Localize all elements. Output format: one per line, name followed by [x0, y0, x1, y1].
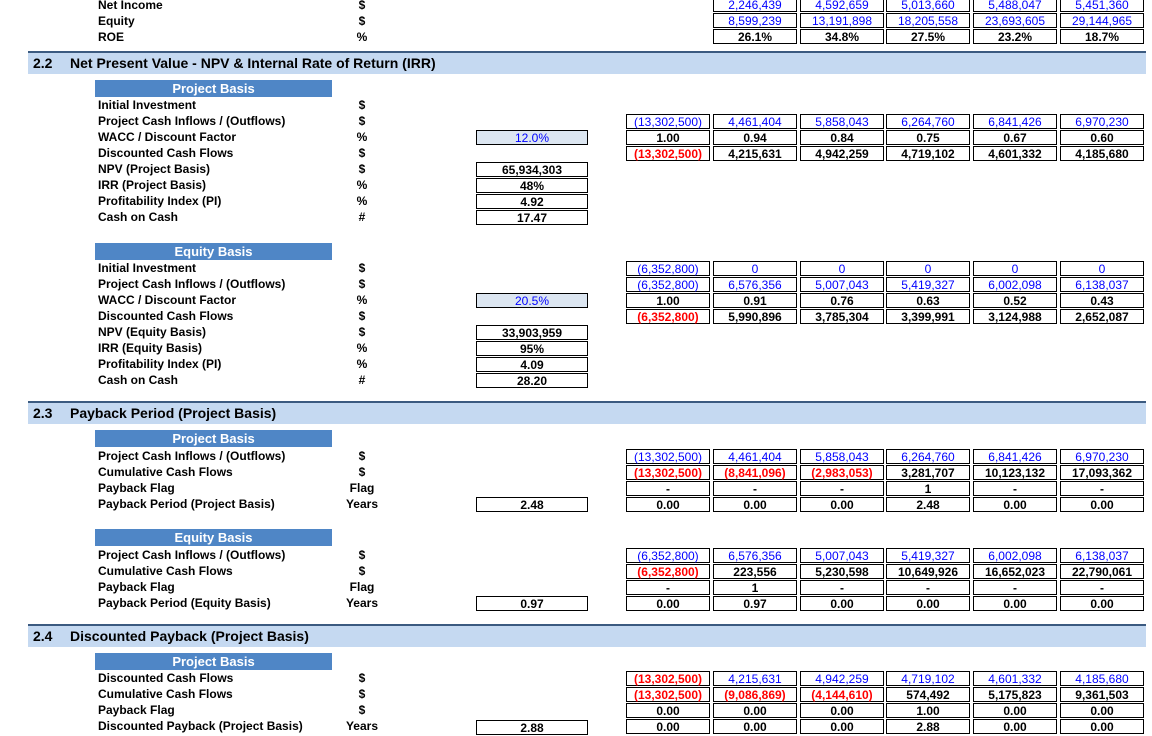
flag-cell[interactable]: 1.00: [886, 703, 970, 718]
discounted-cell[interactable]: 4,215,631: [713, 671, 797, 686]
row-unit: $: [358, 671, 366, 685]
row-label: Project Cash Inflows / (Outflows): [98, 114, 286, 128]
flag-cell[interactable]: -: [886, 580, 970, 595]
period-cell[interactable]: 0.00: [973, 596, 1057, 611]
summary-value[interactable]: 65,934,303: [476, 162, 588, 177]
factors-cell[interactable]: 0.75: [886, 130, 970, 145]
cumulative-cell[interactable]: 16,652,023: [973, 564, 1057, 579]
discounted-cell[interactable]: 3,785,304: [800, 309, 884, 324]
inflows-cell[interactable]: (13,302,500): [626, 449, 710, 464]
inflows-cell[interactable]: 6,841,426: [973, 449, 1057, 464]
row-unit: $: [358, 98, 366, 112]
discounted-cell[interactable]: (13,302,500): [626, 671, 710, 686]
inflows-cell[interactable]: 5,007,043: [800, 548, 884, 563]
cumulative-cell[interactable]: 3,281,707: [886, 465, 970, 480]
period-cell[interactable]: 0.97: [713, 596, 797, 611]
factors-cell[interactable]: 1.00: [626, 293, 710, 308]
net-income-cell[interactable]: 4,592,659: [800, 0, 884, 12]
factors-cell[interactable]: 0.91: [713, 293, 797, 308]
factors-cell[interactable]: 0.67: [973, 130, 1057, 145]
row-label: Payback Flag: [98, 481, 175, 495]
row-label: Initial Investment: [98, 261, 197, 275]
discounted-cell[interactable]: 4,719,102: [886, 146, 970, 161]
section-title: Net Present Value - NPV & Internal Rate of Return (IRR): [70, 55, 436, 71]
equity-cell[interactable]: 8,599,239: [713, 13, 797, 28]
row-unit: $: [358, 261, 366, 275]
row-label: NPV (Project Basis): [98, 162, 211, 176]
row-unit: $: [358, 703, 366, 717]
inflows-cell[interactable]: 6,138,037: [1060, 277, 1144, 292]
inflows-cell[interactable]: 6,841,426: [973, 114, 1057, 129]
equity-cell[interactable]: 23,693,605: [973, 13, 1057, 28]
net-income-cell[interactable]: 5,451,360: [1060, 0, 1144, 12]
cumulative-cell[interactable]: 10,123,132: [973, 465, 1057, 480]
cumulative-cell[interactable]: 22,790,061: [1060, 564, 1144, 579]
cumulative-cell[interactable]: (13,302,500): [626, 687, 710, 702]
cumulative-cell[interactable]: 10,649,926: [886, 564, 970, 579]
factors-cell[interactable]: 0.76: [800, 293, 884, 308]
discounted-cell[interactable]: 3,124,988: [973, 309, 1057, 324]
row-label: Discounted Payback (Project Basis): [98, 719, 303, 733]
net-income-cell[interactable]: 5,013,660: [886, 0, 970, 12]
period-cell[interactable]: 0.00: [626, 719, 710, 734]
row-label: Profitability Index (PI): [98, 194, 222, 208]
section-number: 2.2: [33, 55, 53, 71]
flag-cell[interactable]: 0.00: [626, 703, 710, 718]
cumulative-cell[interactable]: (6,352,800): [626, 564, 710, 579]
cumulative-cell[interactable]: 223,556: [713, 564, 797, 579]
inflows-cell[interactable]: 4,461,404: [713, 449, 797, 464]
cumulative-cell[interactable]: (13,302,500): [626, 465, 710, 480]
discounted-cell[interactable]: 4,185,680: [1060, 671, 1144, 686]
summary-value[interactable]: 95%: [476, 341, 588, 356]
row-label: WACC / Discount Factor: [98, 293, 237, 307]
row-unit: #: [358, 210, 366, 224]
discounted-cell[interactable]: 3,399,991: [886, 309, 970, 324]
row-label: Payback Flag: [98, 580, 175, 594]
period-cell[interactable]: 0.00: [973, 719, 1057, 734]
inflows-cell[interactable]: 6,002,098: [973, 548, 1057, 563]
summary-value[interactable]: 48%: [476, 178, 588, 193]
summary-value[interactable]: 17.47: [476, 210, 588, 225]
inflows-cell[interactable]: 6,264,760: [886, 449, 970, 464]
row-label: Cash on Cash: [98, 210, 179, 224]
wacc-input[interactable]: 12.0%: [476, 130, 588, 145]
inflows-cell[interactable]: 5,419,327: [886, 277, 970, 292]
payback-result[interactable]: 2.88: [476, 720, 588, 735]
flag-cell[interactable]: 1: [886, 481, 970, 496]
section-title: Discounted Payback (Project Basis): [70, 628, 309, 644]
inflows-cell[interactable]: 6,576,356: [713, 548, 797, 563]
roe-cell[interactable]: 18.7%: [1060, 29, 1144, 44]
discounted-cell[interactable]: 4,601,332: [973, 146, 1057, 161]
row-label: Net Income: [98, 0, 163, 12]
factors-cell[interactable]: 1.00: [626, 130, 710, 145]
period-cell[interactable]: 0.00: [800, 719, 884, 734]
flag-cell[interactable]: -: [1060, 481, 1144, 496]
factors-cell[interactable]: 0.60: [1060, 130, 1144, 145]
basis-header: Project Basis: [95, 653, 332, 670]
inflows-cell[interactable]: 5,858,043: [800, 449, 884, 464]
inflows-cell[interactable]: 6,970,230: [1060, 449, 1144, 464]
cumulative-cell[interactable]: (2,983,053): [800, 465, 884, 480]
row-label: ROE: [98, 30, 125, 44]
period-cell[interactable]: 0.00: [1060, 719, 1144, 734]
row-unit: Flag: [349, 580, 375, 594]
row-unit: %: [356, 357, 368, 371]
inflows-cell[interactable]: 5,858,043: [800, 114, 884, 129]
row-unit: $: [358, 325, 366, 339]
basis-header: Equity Basis: [95, 243, 332, 260]
flag-cell[interactable]: 0.00: [1060, 703, 1144, 718]
period-cell[interactable]: 0.00: [800, 497, 884, 512]
period-cell[interactable]: 0.00: [973, 497, 1057, 512]
row-unit: %: [356, 341, 368, 355]
row-unit: $: [358, 309, 366, 323]
row-unit: %: [356, 178, 368, 192]
row-unit: %: [356, 30, 368, 44]
row-label: Project Cash Inflows / (Outflows): [98, 449, 286, 463]
initial-cell[interactable]: 0: [800, 261, 884, 276]
row-label: Project Cash Inflows / (Outflows): [98, 548, 286, 562]
section-header: [28, 624, 1146, 647]
equity-cell[interactable]: 29,144,965: [1060, 13, 1144, 28]
row-unit: $: [358, 465, 366, 479]
cumulative-cell[interactable]: (4,144,610): [800, 687, 884, 702]
period-cell[interactable]: 0.00: [626, 596, 710, 611]
row-unit: $: [358, 14, 366, 28]
period-cell[interactable]: 2.48: [886, 497, 970, 512]
row-label: Profitability Index (PI): [98, 357, 222, 371]
period-cell[interactable]: 0.00: [800, 596, 884, 611]
cumulative-cell[interactable]: 5,230,598: [800, 564, 884, 579]
discounted-cell[interactable]: (6,352,800): [626, 309, 710, 324]
factors-cell[interactable]: 0.63: [886, 293, 970, 308]
flag-cell[interactable]: -: [713, 481, 797, 496]
row-label: Cumulative Cash Flows: [98, 687, 233, 701]
discounted-cell[interactable]: 4,185,680: [1060, 146, 1144, 161]
discounted-cell[interactable]: 4,601,332: [973, 671, 1057, 686]
factors-cell[interactable]: 0.84: [800, 130, 884, 145]
inflows-cell[interactable]: (13,302,500): [626, 114, 710, 129]
row-label: Equity: [98, 14, 135, 28]
discounted-cell[interactable]: 2,652,087: [1060, 309, 1144, 324]
flag-cell[interactable]: 1: [713, 580, 797, 595]
inflows-cell[interactable]: 4,461,404: [713, 114, 797, 129]
cumulative-cell[interactable]: 574,492: [886, 687, 970, 702]
inflows-cell[interactable]: 6,264,760: [886, 114, 970, 129]
inflows-cell[interactable]: 5,419,327: [886, 548, 970, 563]
row-unit: #: [358, 373, 366, 387]
row-unit: Flag: [349, 481, 375, 495]
discounted-cell[interactable]: 4,942,259: [800, 671, 884, 686]
inflows-cell[interactable]: 6,970,230: [1060, 114, 1144, 129]
row-label: WACC / Discount Factor: [98, 130, 237, 144]
row-unit: Years: [345, 719, 379, 733]
summary-value[interactable]: 4.09: [476, 357, 588, 372]
roe-cell[interactable]: 27.5%: [886, 29, 970, 44]
initial-cell[interactable]: 0: [1060, 261, 1144, 276]
row-label: Discounted Cash Flows: [98, 309, 234, 323]
row-label: Discounted Cash Flows: [98, 671, 234, 685]
period-cell[interactable]: 0.00: [1060, 596, 1144, 611]
inflows-cell[interactable]: 6,138,037: [1060, 548, 1144, 563]
section-header: [28, 51, 1146, 74]
period-cell[interactable]: 2.88: [886, 719, 970, 734]
row-unit: %: [356, 130, 368, 144]
row-label: Cumulative Cash Flows: [98, 465, 233, 479]
payback-result[interactable]: 2.48: [476, 497, 588, 512]
discounted-cell[interactable]: 4,719,102: [886, 671, 970, 686]
row-unit: $: [358, 0, 366, 12]
row-unit: $: [358, 564, 366, 578]
inflows-cell[interactable]: 6,576,356: [713, 277, 797, 292]
summary-value[interactable]: 28.20: [476, 373, 588, 388]
period-cell[interactable]: 0.00: [626, 497, 710, 512]
net-income-cell[interactable]: 2,246,439: [713, 0, 797, 12]
row-unit: $: [358, 146, 366, 160]
row-unit: $: [358, 548, 366, 562]
row-label: IRR (Equity Basis): [98, 341, 203, 355]
row-label: IRR (Project Basis): [98, 178, 207, 192]
flag-cell[interactable]: -: [1060, 580, 1144, 595]
flag-cell[interactable]: 0.00: [973, 703, 1057, 718]
initial-cell[interactable]: (6,352,800): [626, 261, 710, 276]
cumulative-cell[interactable]: 9,361,503: [1060, 687, 1144, 702]
discounted-cell[interactable]: 4,215,631: [713, 146, 797, 161]
equity-cell[interactable]: 13,191,898: [800, 13, 884, 28]
discounted-cell[interactable]: 5,990,896: [713, 309, 797, 324]
period-cell[interactable]: 0.00: [713, 497, 797, 512]
row-label: NPV (Equity Basis): [98, 325, 207, 339]
basis-header: Project Basis: [95, 430, 332, 447]
row-unit: $: [358, 277, 366, 291]
flag-cell[interactable]: -: [626, 481, 710, 496]
wacc-input[interactable]: 20.5%: [476, 293, 588, 308]
row-label: Payback Flag: [98, 703, 175, 717]
inflows-cell[interactable]: 6,002,098: [973, 277, 1057, 292]
roe-cell[interactable]: 26.1%: [713, 29, 797, 44]
roe-cell[interactable]: 34.8%: [800, 29, 884, 44]
basis-header: Equity Basis: [95, 529, 332, 546]
inflows-cell[interactable]: (6,352,800): [626, 548, 710, 563]
flag-cell[interactable]: 0.00: [800, 703, 884, 718]
initial-cell[interactable]: 0: [886, 261, 970, 276]
flag-cell[interactable]: -: [626, 580, 710, 595]
section-number: 2.4: [33, 628, 53, 644]
basis-header: Project Basis: [95, 80, 332, 97]
section-title: Payback Period (Project Basis): [70, 405, 277, 421]
section-number: 2.3: [33, 405, 53, 421]
section-header: [28, 401, 1146, 424]
row-label: Cash on Cash: [98, 373, 179, 387]
row-unit: $: [358, 114, 366, 128]
flag-cell[interactable]: 0.00: [713, 703, 797, 718]
factors-cell[interactable]: 0.52: [973, 293, 1057, 308]
period-cell[interactable]: 0.00: [886, 596, 970, 611]
summary-value[interactable]: 4.92: [476, 194, 588, 209]
row-label: Cumulative Cash Flows: [98, 564, 233, 578]
period-cell[interactable]: 0.00: [1060, 497, 1144, 512]
summary-value[interactable]: 33,903,959: [476, 325, 588, 340]
cumulative-cell[interactable]: (9,086,869): [713, 687, 797, 702]
cumulative-cell[interactable]: (8,841,096): [713, 465, 797, 480]
row-unit: Years: [345, 497, 379, 511]
net-income-cell[interactable]: 5,488,047: [973, 0, 1057, 12]
discounted-cell[interactable]: 4,942,259: [800, 146, 884, 161]
roe-cell[interactable]: 23.2%: [973, 29, 1057, 44]
flag-cell[interactable]: -: [800, 481, 884, 496]
discounted-cell[interactable]: (13,302,500): [626, 146, 710, 161]
period-cell[interactable]: 0.00: [713, 719, 797, 734]
cumulative-cell[interactable]: 5,175,823: [973, 687, 1057, 702]
flag-cell[interactable]: -: [973, 580, 1057, 595]
row-unit: $: [358, 687, 366, 701]
row-label: Initial Investment: [98, 98, 197, 112]
initial-cell[interactable]: 0: [713, 261, 797, 276]
flag-cell[interactable]: -: [800, 580, 884, 595]
inflows-cell[interactable]: 5,007,043: [800, 277, 884, 292]
row-label: Payback Period (Equity Basis): [98, 596, 271, 610]
row-unit: Years: [345, 596, 379, 610]
factors-cell[interactable]: 0.43: [1060, 293, 1144, 308]
payback-result[interactable]: 0.97: [476, 596, 588, 611]
row-unit: %: [356, 293, 368, 307]
row-label: Discounted Cash Flows: [98, 146, 234, 160]
row-unit: $: [358, 162, 366, 176]
inflows-cell[interactable]: (6,352,800): [626, 277, 710, 292]
row-label: Project Cash Inflows / (Outflows): [98, 277, 286, 291]
row-unit: $: [358, 449, 366, 463]
flag-cell[interactable]: -: [973, 481, 1057, 496]
row-unit: %: [356, 194, 368, 208]
initial-cell[interactable]: 0: [973, 261, 1057, 276]
factors-cell[interactable]: 0.94: [713, 130, 797, 145]
equity-cell[interactable]: 18,205,558: [886, 13, 970, 28]
row-label: Payback Period (Project Basis): [98, 497, 275, 511]
cumulative-cell[interactable]: 17,093,362: [1060, 465, 1144, 480]
